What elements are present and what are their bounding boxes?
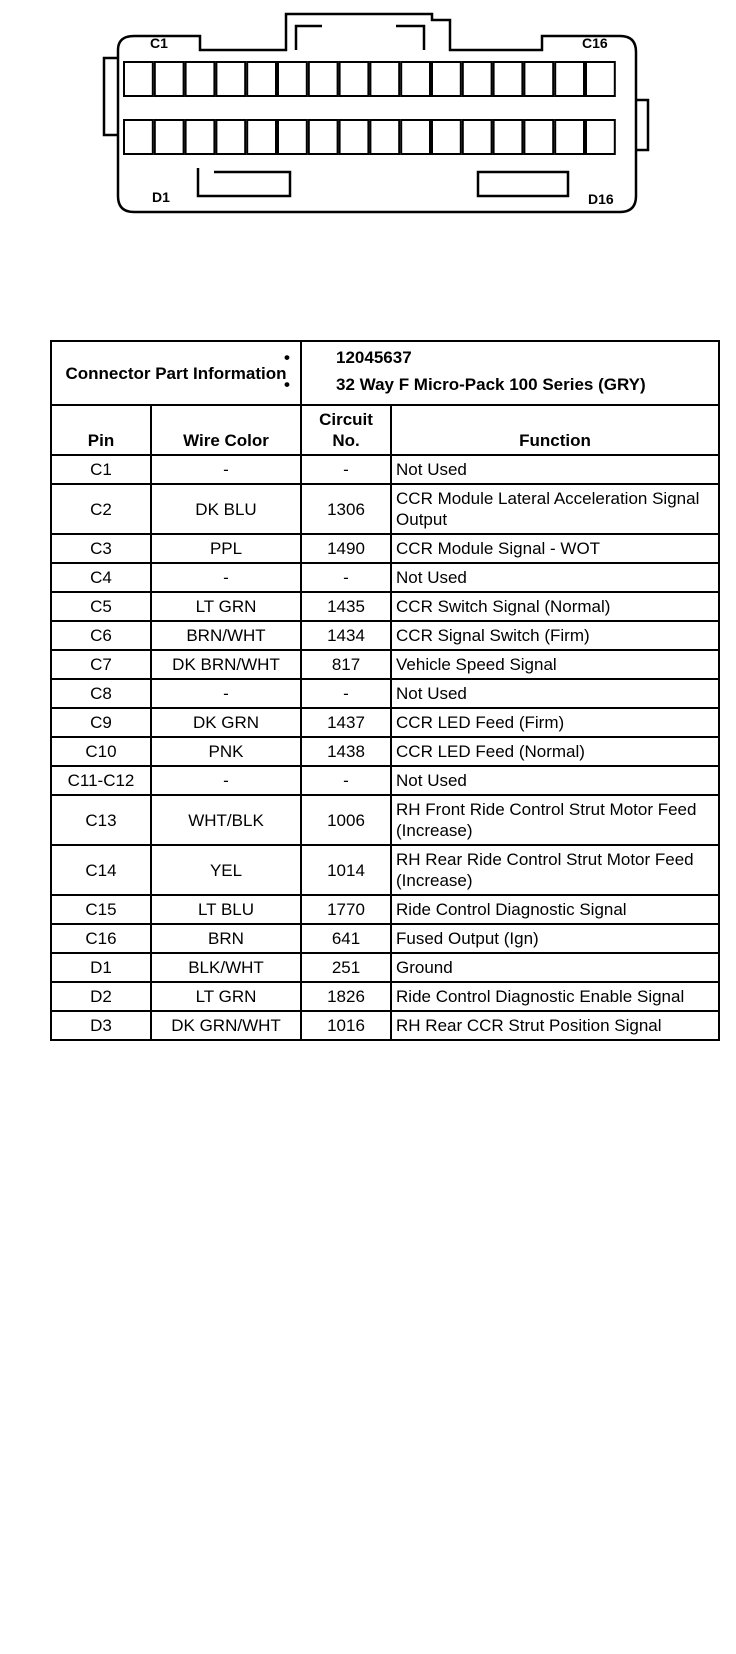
pin-cell: C14 [51, 845, 151, 895]
function-cell: CCR LED Feed (Normal) [391, 737, 719, 766]
pin-cell: C16 [51, 924, 151, 953]
circuit-number-cell: 251 [301, 953, 391, 982]
cavity-c1 [124, 62, 153, 96]
cavity-c4 [216, 62, 245, 96]
table-row [51, 650, 719, 679]
header-circuit-no: Circuit No. [301, 405, 391, 455]
table-row [51, 737, 719, 766]
part-number-item: • 12045637 [284, 348, 412, 367]
wire-color-cell: LT BLU [151, 895, 301, 924]
cavity-d14 [524, 120, 553, 154]
header-pin: Pin [51, 405, 151, 455]
table-row [51, 795, 719, 845]
wire-color-cell: YEL [151, 845, 301, 895]
circuit-number-cell: - [301, 766, 391, 795]
bottom-cavity-row [124, 120, 615, 154]
function-cell: Vehicle Speed Signal [391, 650, 719, 679]
circuit-number-cell: 1006 [301, 795, 391, 845]
connector-info-list [284, 341, 719, 405]
cavity-c7 [309, 62, 338, 96]
function-cell: CCR Switch Signal (Normal) [391, 592, 719, 621]
part-number: 12045637 [336, 348, 412, 367]
header-function: Function [391, 405, 719, 455]
function-cell: Ground [391, 953, 719, 982]
table-row [51, 982, 719, 1011]
circuit-number-cell: 1306 [301, 484, 391, 534]
table-row [51, 1011, 719, 1040]
wire-color-cell: DK BLU [151, 484, 301, 534]
circuit-number-cell: 1437 [301, 708, 391, 737]
cavity-c3 [186, 62, 215, 96]
function-cell: Not Used [391, 455, 719, 484]
table-row [51, 766, 719, 795]
label-d1: D1 [152, 189, 170, 205]
connector-type-item: • 32 Way F Micro-Pack 100 Series (GRY) [284, 375, 646, 394]
cavity-d6 [278, 120, 307, 154]
function-cell: Not Used [391, 766, 719, 795]
pin-cell: C7 [51, 650, 151, 679]
table-row [51, 592, 719, 621]
table-row [51, 621, 719, 650]
table-row [51, 845, 719, 895]
table-row [51, 563, 719, 592]
pin-cell: C3 [51, 534, 151, 563]
connector-type: 32 Way F Micro-Pack 100 Series (GRY) [336, 375, 646, 394]
cavity-c2 [155, 62, 184, 96]
pin-cell: C8 [51, 679, 151, 708]
wire-color-cell: - [151, 455, 301, 484]
wire-color-cell: - [151, 766, 301, 795]
function-cell: RH Rear Ride Control Strut Motor Feed (Increase) [391, 845, 719, 895]
circuit-number-cell: 1490 [301, 534, 391, 563]
cavity-c14 [524, 62, 553, 96]
cavity-c12 [463, 62, 492, 96]
cavity-d10 [401, 120, 430, 154]
function-cell: CCR LED Feed (Firm) [391, 708, 719, 737]
cavity-d8 [340, 120, 369, 154]
function-cell: CCR Module Signal - WOT [391, 534, 719, 563]
circuit-number-cell: 1435 [301, 592, 391, 621]
cavity-d16 [586, 120, 615, 154]
cavity-c10 [401, 62, 430, 96]
top-cavity-row [124, 62, 615, 96]
circuit-number-cell: 1826 [301, 982, 391, 1011]
circuit-number-cell: - [301, 563, 391, 592]
pin-cell: C15 [51, 895, 151, 924]
table-row [51, 534, 719, 563]
circuit-number-cell: 1770 [301, 895, 391, 924]
table-row [51, 895, 719, 924]
wire-color-cell: DK BRN/WHT [151, 650, 301, 679]
function-cell: RH Front Ride Control Strut Motor Feed (Increase) [391, 795, 719, 845]
wire-color-cell: WHT/BLK [151, 795, 301, 845]
connector-info-row [51, 341, 719, 405]
cavity-d9 [370, 120, 399, 154]
pin-cell: D3 [51, 1011, 151, 1040]
connector-diagram [0, 0, 736, 250]
wire-color-cell: PPL [151, 534, 301, 563]
pin-cell: D1 [51, 953, 151, 982]
function-cell: Not Used [391, 563, 719, 592]
wire-color-cell: DK GRN/WHT [151, 1011, 301, 1040]
table-row [51, 953, 719, 982]
cavity-d2 [155, 120, 184, 154]
function-cell: Ride Control Diagnostic Enable Signal [391, 982, 719, 1011]
table-row [51, 679, 719, 708]
pin-cell: C10 [51, 737, 151, 766]
table-row [51, 924, 719, 953]
cavity-c6 [278, 62, 307, 96]
label-c16: C16 [582, 35, 608, 51]
wire-color-cell: PNK [151, 737, 301, 766]
cavity-d1 [124, 120, 153, 154]
function-cell: Fused Output (Ign) [391, 924, 719, 953]
function-cell: Ride Control Diagnostic Signal [391, 895, 719, 924]
pin-cell: C11-C12 [51, 766, 151, 795]
cavity-d12 [463, 120, 492, 154]
cavity-d5 [247, 120, 276, 154]
pin-cell: C9 [51, 708, 151, 737]
wire-color-cell: DK GRN [151, 708, 301, 737]
wire-color-cell: BLK/WHT [151, 953, 301, 982]
circuit-number-cell: 1434 [301, 621, 391, 650]
cavity-d11 [432, 120, 461, 154]
pin-cell: C5 [51, 592, 151, 621]
circuit-number-cell: - [301, 679, 391, 708]
connector-pinout-table [50, 340, 720, 1041]
pin-cell: C13 [51, 795, 151, 845]
circuit-number-cell: 817 [301, 650, 391, 679]
wire-color-cell: BRN/WHT [151, 621, 301, 650]
circuit-number-cell: 1438 [301, 737, 391, 766]
cavity-c8 [340, 62, 369, 96]
pin-cell: D2 [51, 982, 151, 1011]
cavity-c16 [586, 62, 615, 96]
function-cell: RH Rear CCR Strut Position Signal [391, 1011, 719, 1040]
cavity-d15 [555, 120, 584, 154]
table-row [51, 708, 719, 737]
wire-color-cell: - [151, 563, 301, 592]
wire-color-cell: - [151, 679, 301, 708]
table-row [51, 455, 719, 484]
wire-color-cell: BRN [151, 924, 301, 953]
function-cell: CCR Signal Switch (Firm) [391, 621, 719, 650]
cavity-d13 [494, 120, 523, 154]
cavity-d7 [309, 120, 338, 154]
wire-color-cell: LT GRN [151, 592, 301, 621]
pin-cell: C4 [51, 563, 151, 592]
function-cell: CCR Module Lateral Acceleration Signal Output [391, 484, 719, 534]
circuit-number-cell: 1016 [301, 1011, 391, 1040]
circuit-number-cell: 641 [301, 924, 391, 953]
table-row [51, 484, 719, 534]
table-header-row [51, 405, 719, 455]
cavity-c9 [370, 62, 399, 96]
cavity-c13 [494, 62, 523, 96]
cavity-c15 [555, 62, 584, 96]
circuit-number-cell: - [301, 455, 391, 484]
function-cell: Not Used [391, 679, 719, 708]
pin-cell: C2 [51, 484, 151, 534]
cavity-d3 [186, 120, 215, 154]
wire-color-cell: LT GRN [151, 982, 301, 1011]
header-wire-color: Wire Color [151, 405, 301, 455]
pin-cell: C1 [51, 455, 151, 484]
pin-cell: C6 [51, 621, 151, 650]
circuit-number-cell: 1014 [301, 845, 391, 895]
cavity-d4 [216, 120, 245, 154]
connector-info-label: Connector Part Information [51, 341, 301, 405]
cavity-c11 [432, 62, 461, 96]
label-c1: C1 [150, 35, 168, 51]
label-d16: D16 [588, 191, 614, 207]
cavity-c5 [247, 62, 276, 96]
